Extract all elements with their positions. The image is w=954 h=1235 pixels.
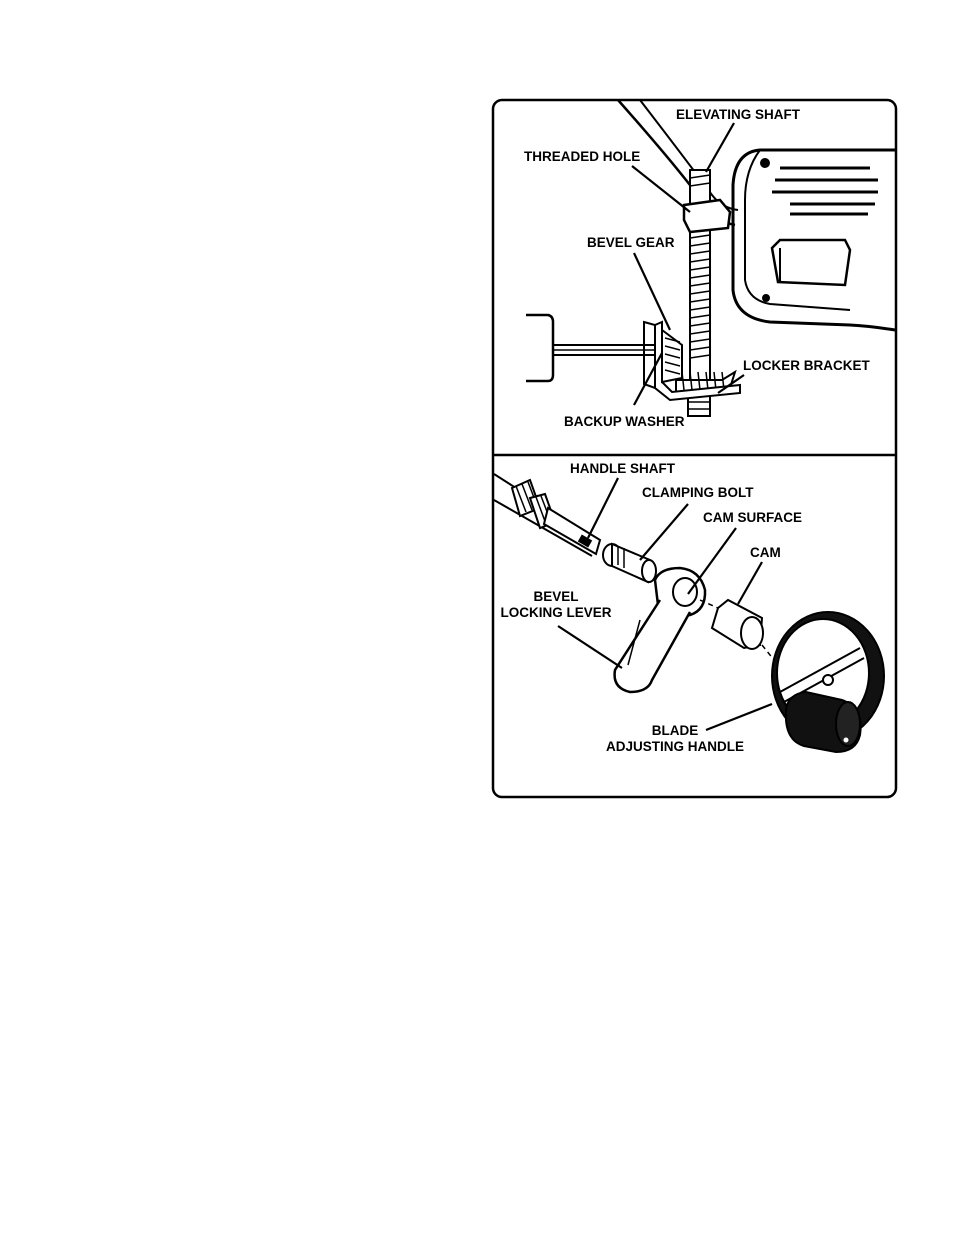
motor-housing: [733, 150, 895, 330]
label-blade-adjusting-handle-line1: BLADE: [651, 723, 699, 738]
label-blade-adjusting-handle-line2: ADJUSTING HANDLE: [605, 739, 745, 754]
handle-knob-end: [526, 315, 553, 381]
label-cam: CAM: [750, 545, 781, 560]
label-cam-surface: CAM SURFACE: [703, 510, 803, 525]
side-bevel-gear: [662, 330, 682, 382]
cam-part: [712, 600, 763, 649]
label-bevel-locking-lever-line2: LOCKING LEVER: [500, 605, 612, 620]
label-handle-shaft: HANDLE SHAFT: [570, 461, 675, 476]
label-locker-bracket: LOCKER BRACKET: [743, 358, 870, 373]
label-elevating-shaft: ELEVATING SHAFT: [676, 107, 800, 122]
label-threaded-hole: THREADED HOLE: [524, 149, 641, 164]
label-backup-washer: BACKUP WASHER: [564, 414, 685, 429]
threaded-hole-boss: [684, 200, 730, 232]
label-bevel-locking-lever-line1: BEVEL: [533, 589, 579, 604]
label-bevel-gear: BEVEL GEAR: [587, 235, 675, 250]
blade-adjusting-handle-part: [772, 612, 884, 752]
handle-shaft-part: [494, 474, 600, 556]
label-clamping-bolt: CLAMPING BOLT: [642, 485, 754, 500]
bevel-locking-lever-part: [615, 568, 705, 692]
